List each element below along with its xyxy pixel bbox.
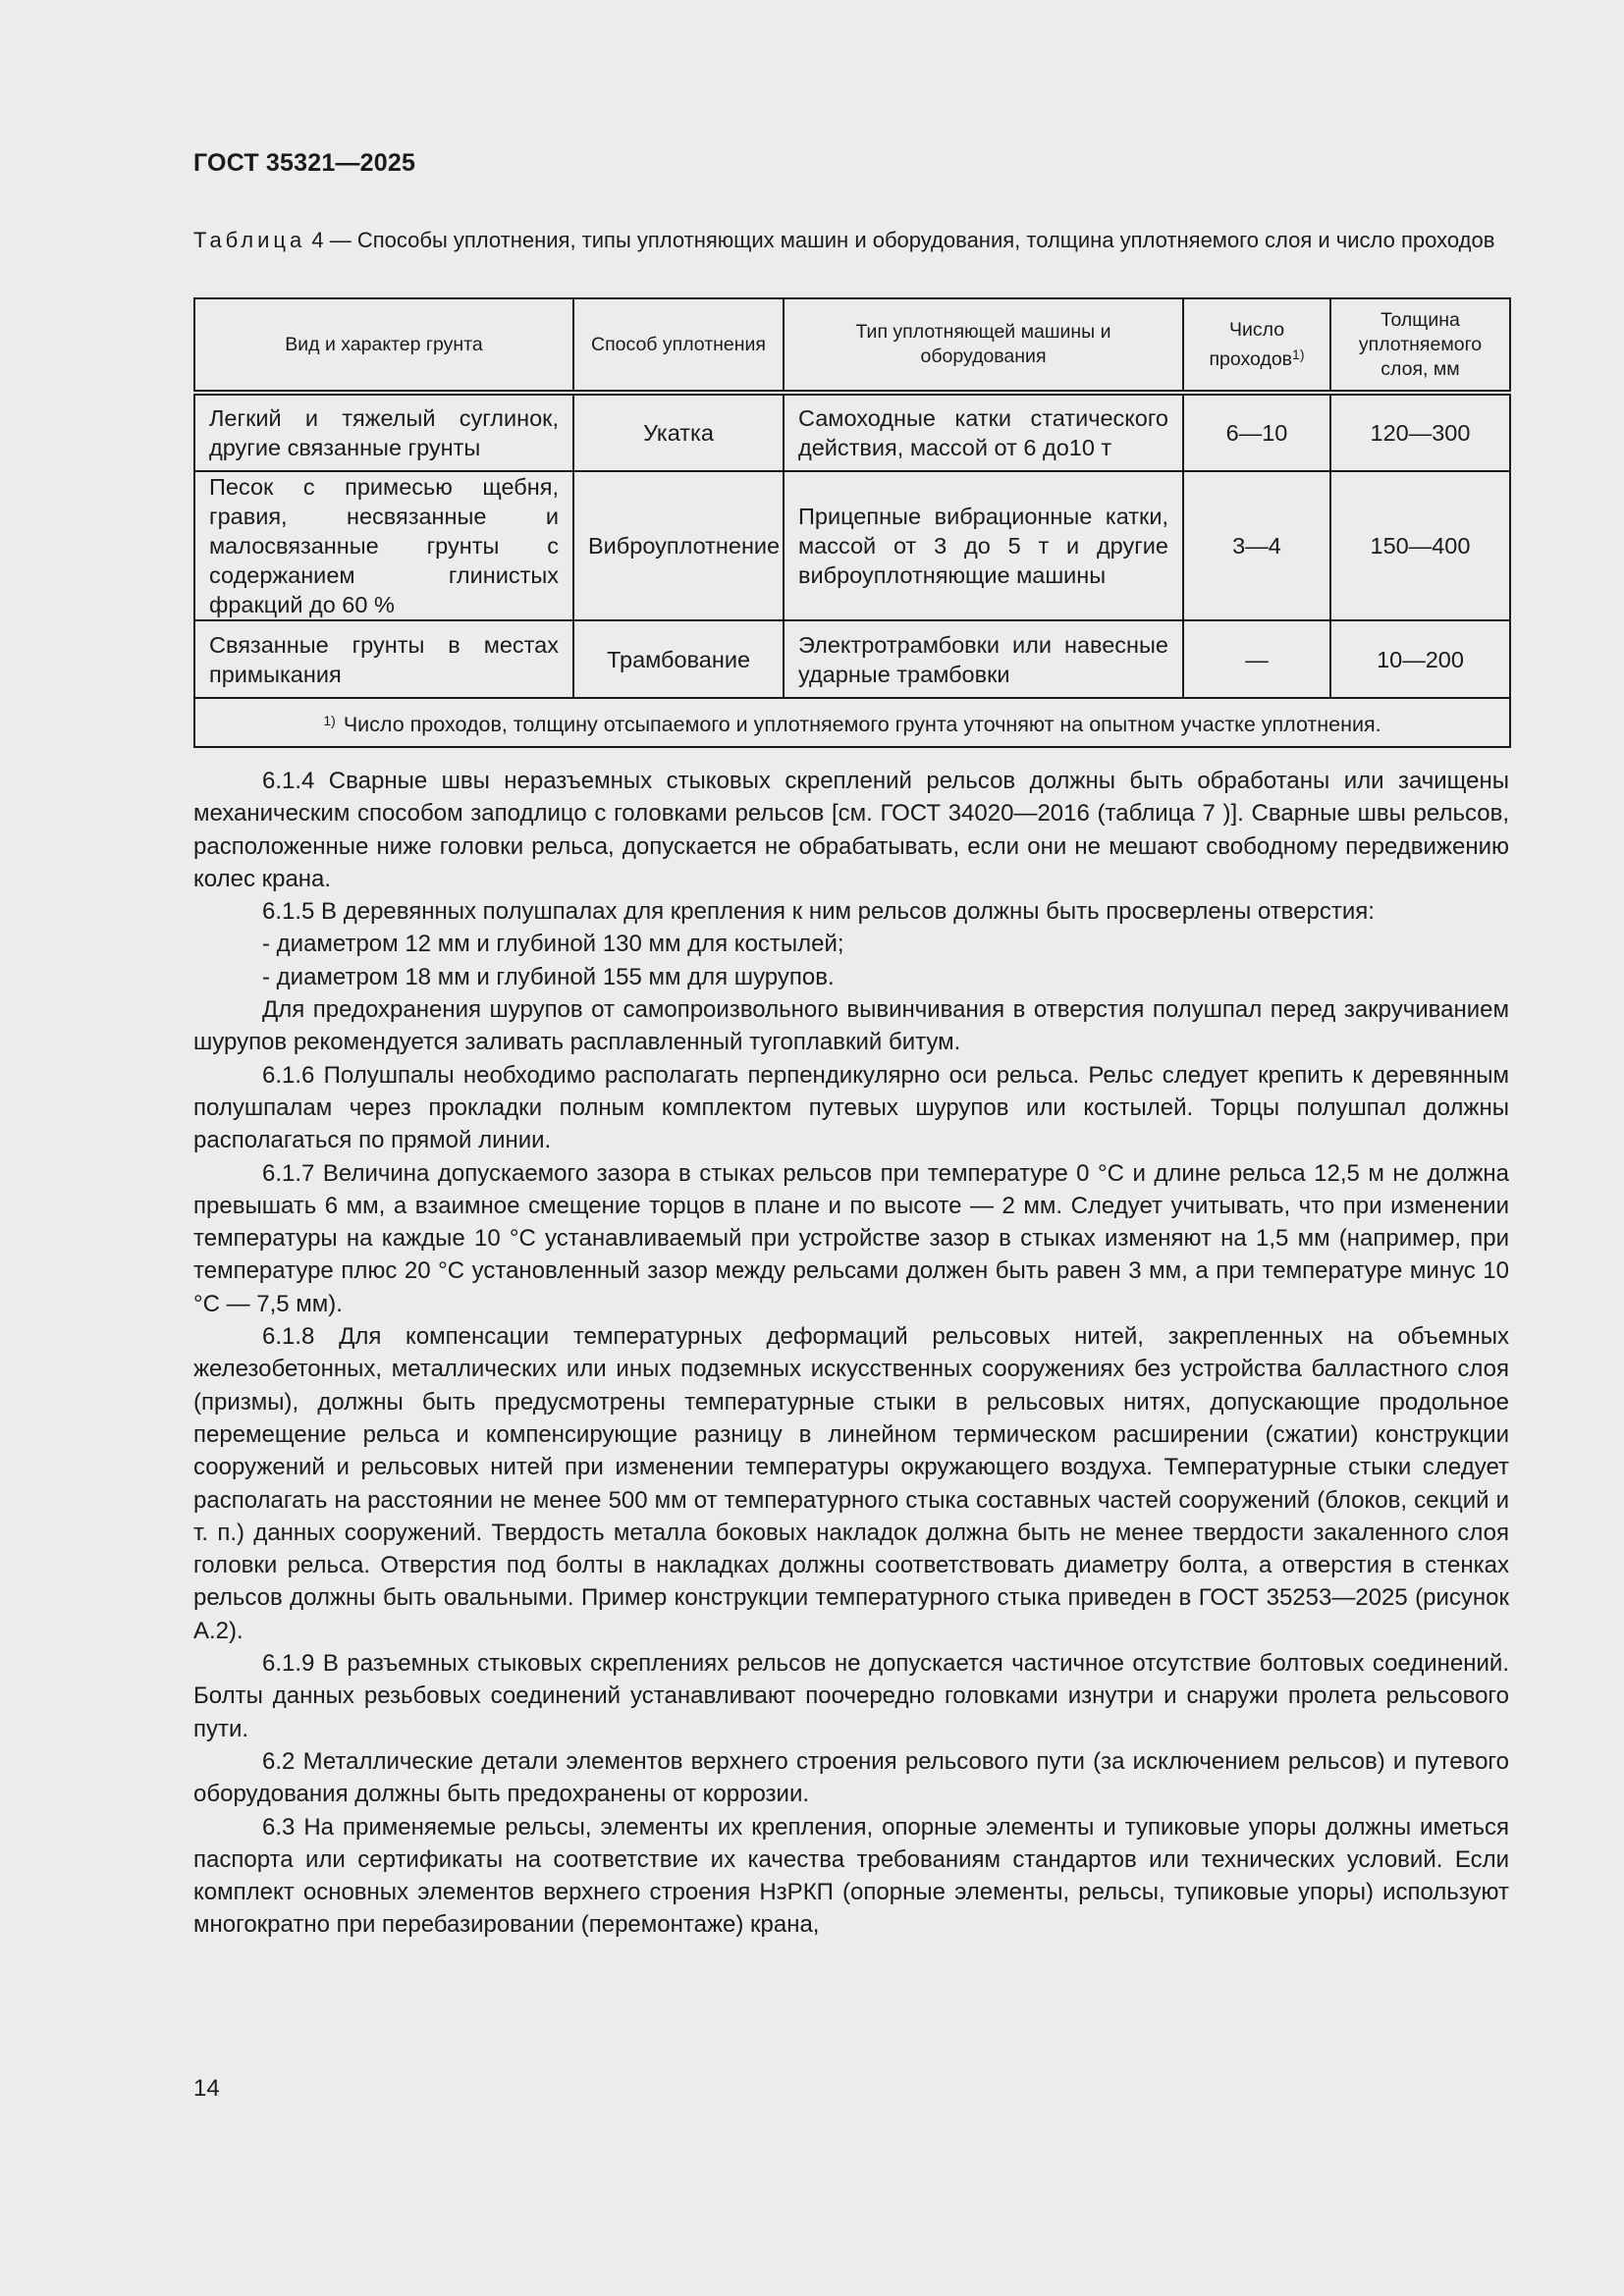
footnote-text: Число проходов, толщину отсыпаемого и уплотняемого грунта уточняют на опытном участке уплотнения. — [343, 713, 1381, 736]
paragraph-6-1-5: 6.1.5 В деревянных полушпалах для крепления к ним рельсов должны быть просверлены отверстия: — [262, 898, 1375, 926]
cell-soil: Связанные грунты в местах примыкания — [194, 620, 573, 698]
list-item: - диаметром 18 мм и глубиной 155 мм для шурупов. — [262, 963, 835, 990]
table-caption-label: Таблица — [193, 228, 306, 252]
table-row — [194, 393, 1510, 471]
cell-soil: Легкий и тяжелый суглинок, другие связанные грунты — [194, 393, 573, 471]
cell-thickness: 10—200 — [1330, 620, 1510, 698]
paragraph-6-2: 6.2 Металлические детали элементов верхнего строения рельсового пути (за исключением рельсов) и путевого оборудования должны быть предохранены от коррозии. — [193, 1747, 1509, 1808]
standard-designation: ГОСТ 35321—2025 — [193, 149, 416, 177]
compaction-table — [193, 297, 1511, 748]
paragraph-6-1-8: 6.1.8 Для компенсации температурных деформаций рельсовых нитей, закрепленных на объемных железобетонных, металлических или иных подземных искусственных сооружениях без устройства балластного слоя (призмы), должны быть предусмотрены температурные стыки в рельсовых нитях, допускающие продольное перемещение рельса и компенсирующие разницу в линейном термическом расширении (сжатии) конструкции сооружений и рельсовых нитей при изменении температуры окружающего воздуха. Температурные стыки следует располагать на расстоянии не менее 500 мм от температурного стыка составных частей сооружений (блоков, секций и т. п.) данных сооружений. Твердость металла боковых накладок должна быть не менее твердости закаленного слоя головки рельса. Отверстия под болты в накладках должны соответствовать диаметру болта, а отверстия в стенках рельсов должны быть овальными. Пример конструкции температурного стыка приведен в ГОСТ 35253—2025 (рисунок А.2). — [193, 1323, 1509, 1644]
cell-machine: Прицепные вибрационные катки, массой от 3 до 5 т и другие виброуплотняющие машины — [784, 471, 1183, 620]
table-caption-text: 4 — Способы уплотнения, типы уплотняющих машин и оборудования, толщина уплотняемого слоя и число проходов — [305, 228, 1495, 252]
table-footnote-row — [194, 698, 1510, 747]
paragraph-bitumen: Для предохранения шурупов от самопроизвольного вывинчивания в отверстия полушпал перед закручиванием шурупов рекомендуется заливать расплавленный тугоплавкий битум. — [193, 996, 1509, 1056]
cell-machine: Самоходные катки статического действия, массой от 6 до10 т — [784, 393, 1183, 471]
table-row — [194, 471, 1510, 620]
paragraph-6-1-4: 6.1.4 Сварные швы неразъемных стыковых скреплений рельсов должны быть обработаны или зачищены механическим способом заподлицо с головками рельсов [см. ГОСТ 34020—2016 (таблица 7 )]. Сварные швы рельсов, расположенные ниже головки рельса, допускается не обрабатывать, если они не мешают свободному передвижению колес крана. — [193, 768, 1509, 892]
footnote-mark: 1) — [323, 713, 336, 728]
col-header-passes-footnote-ref: 1) — [1292, 346, 1305, 362]
cell-machine: Электротрамбовки или навесные ударные трамбовки — [784, 620, 1183, 698]
col-header-thickness: Толщина уплотняемого слоя, мм — [1330, 298, 1510, 393]
cell-passes: 3—4 — [1183, 471, 1330, 620]
table-caption — [193, 226, 1509, 255]
list-item: - диаметром 12 мм и глубиной 130 мм для костылей; — [262, 931, 844, 958]
table-header-row — [194, 298, 1510, 393]
cell-method: Виброуплотнение — [573, 471, 784, 620]
table-row — [194, 620, 1510, 698]
page-number: 14 — [193, 2075, 220, 2102]
cell-passes: 6—10 — [1183, 393, 1330, 471]
cell-thickness: 150—400 — [1330, 471, 1510, 620]
cell-thickness: 120—300 — [1330, 393, 1510, 471]
cell-method: Трамбование — [573, 620, 784, 698]
cell-soil: Песок с примесью щебня, гравия, несвязанные и малосвязанные грунты с содержанием глинистых фракций до 60 % — [194, 471, 573, 620]
paragraph-6-1-7: 6.1.7 Величина допускаемого зазора в стыках рельсов при температуре 0 °C и длине рельса 12,5 м не должна превышать 6 мм, а взаимное смещение торцов в плане и по высоте — 2 мм. Следует учитывать, что при изменении температуры на каждые 10 °C устанавливаемый при устройстве зазор в стыках изменяют на 1,5 мм (например, при температуре плюс 20 °C установленный зазор между рельсами должен быть равен 3 мм, а при температуре минус 10 °C — 7,5 мм). — [193, 1159, 1509, 1317]
cell-method: Укатка — [573, 393, 784, 471]
col-header-soil: Вид и характер грунта — [194, 298, 573, 393]
col-header-machine: Тип уплотняющей машины и оборудования — [784, 298, 1183, 393]
col-header-passes — [1183, 298, 1330, 393]
table-footnote — [194, 698, 1510, 747]
paragraph-6-1-9: 6.1.9 В разъемных стыковых скреплениях рельсов не допускается частичное отсутствие болтовых соединений. Болты данных резьбовых соединений устанавливают поочередно головками изнутри и снаружи пролета рельсового пути. — [193, 1650, 1509, 1742]
col-header-method: Способ уплотнения — [573, 298, 784, 393]
col-header-passes-text: Число проходов — [1209, 318, 1293, 370]
cell-passes: — — [1183, 620, 1330, 698]
paragraph-6-3: 6.3 На применяемые рельсы, элементы их крепления, опорные элементы и тупиковые упоры должны иметься паспорта или сертификаты на соответствие их качества требованиям стандартов или технических условий. Если комплект основных элементов верхнего строения НзРКП (опорные элементы, рельсы, тупиковые упоры) используют многократно при перебазировании (перемонтаже) крана, — [193, 1813, 1509, 1939]
paragraph-6-1-6: 6.1.6 Полушпалы необходимо располагать перпендикулярно оси рельса. Рельс следует крепить к деревянным полушпалам через прокладки полным комплектом путевых шурупов или костылей. Торцы полушпал должны располагаться по прямой линии. — [193, 1061, 1509, 1154]
body-text — [193, 765, 1509, 1942]
